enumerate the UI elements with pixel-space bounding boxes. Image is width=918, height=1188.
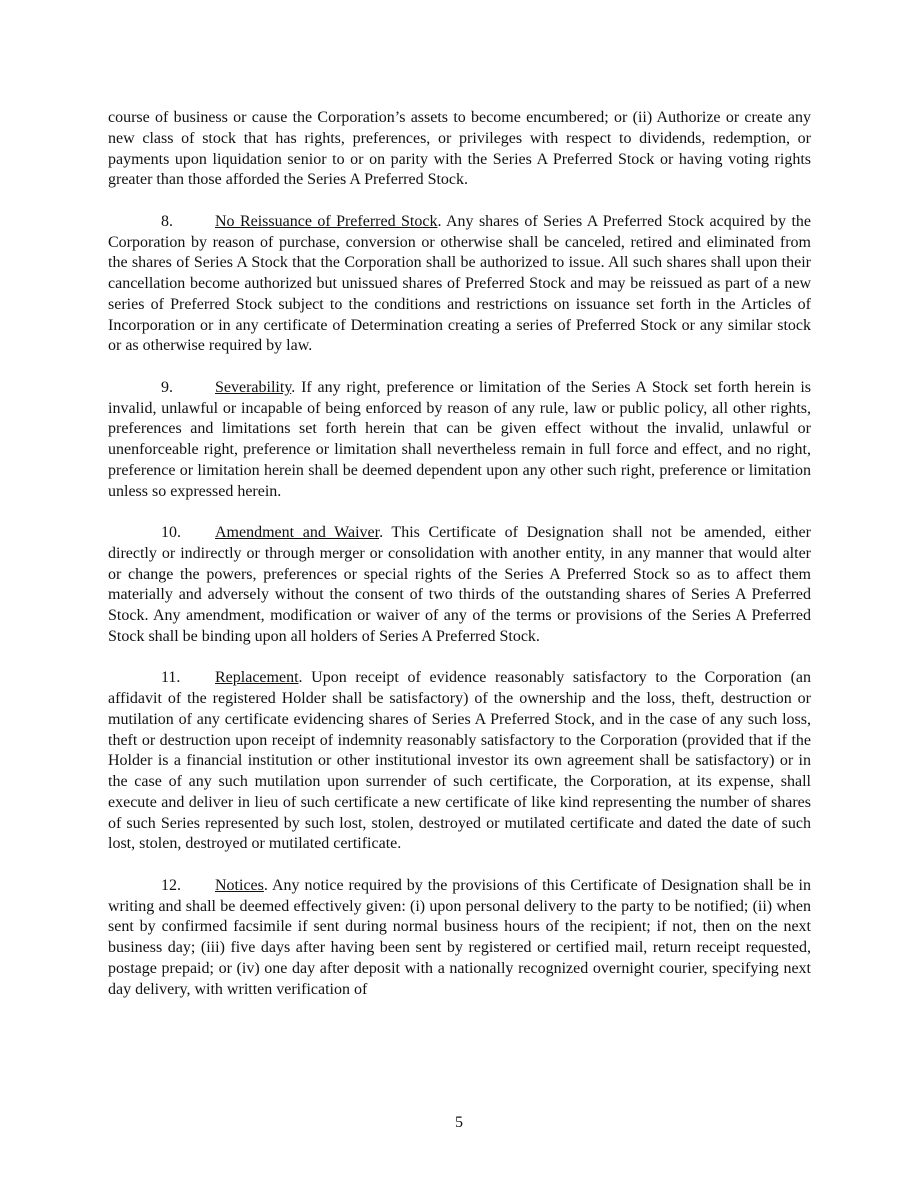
section-9 bbox=[108, 378, 811, 503]
section-body: . Upon receipt of evidence reasonably satisfactory to the Corporation (an affidavit of the registered Holder shall be satisfactory) of the ownership and the loss, theft, destruction or mutilation of any certificate evidencing shares of Series A Preferred Stock, and in the case of any such loss, theft or destruction upon receipt of indemnity reasonably satisfactory to the Corporation (provided that if the Holder is a financial institution or other institutional investor its own agreement shall be satisfactory) or in the case of any such mutilation upon surrender of such certificate, the Corporation, at its expense, shall execute and deliver in lieu of such certificate a new certificate of like kind representing the number of shares of such Series represented by such lost, stolen, destroyed or mutilated certificate and dated the date of such lost, stolen, destroyed or mutilated certificate. bbox=[108, 669, 811, 853]
section-body: . Any shares of Series A Preferred Stock acquired by the Corporation by reason of purchase, conversion or otherwise shall be canceled, retired and eliminated from the shares of Series A Stock that the Corporation shall be authorized to issue. All such shares shall upon their cancellation become authorized but unissued shares of Preferred Stock and may be reissued as part of a new series of Preferred Stock subject to the conditions and restrictions on issuance set forth in the Articles of Incorporation or in any certificate of Determination creating a series of Preferred Stock or any similar stock or as otherwise required by law. bbox=[108, 212, 811, 355]
section-heading: Replacement bbox=[215, 669, 299, 687]
section-8 bbox=[108, 212, 811, 357]
section-heading: Severability bbox=[215, 378, 292, 396]
section-10 bbox=[108, 523, 811, 648]
page-number: 5 bbox=[455, 1114, 463, 1131]
section-number: 10. bbox=[161, 524, 181, 541]
section-body: . If any right, preference or limitation of the Series A Stock set forth herein is invalid, unlawful or incapable of being enforced by reason of any rule, law or public policy, all other rights, preferences and limitations set forth herein that can be given effect without the invalid, unlawful or unenforceable right, preference or limitation shall nevertheless remain in full force and effect, and no right, preference or limitation herein shall be deemed dependent upon any other such right, preference or limitation unless so expressed herein. bbox=[108, 378, 811, 500]
section-number: 12. bbox=[161, 876, 181, 894]
section-heading: Notices bbox=[215, 876, 264, 894]
section-12 bbox=[108, 876, 811, 1001]
section-body: . Any notice required by the provisions of this Certificate of Designation shall be in writing and shall be deemed effectively given: (i) upon personal delivery to the party to be notified; (ii) when sent by confirmed facsimile if sent during normal business hours of the recipient; if not, then on the next business day; (iii) five days after having been sent by registered or certified mail, return receipt requested, postage prepaid; or (iv) one day after deposit with a nationally recognized overnight courier, specifying next day delivery, with written verification of bbox=[108, 876, 811, 998]
document-page bbox=[108, 108, 811, 1021]
section-11 bbox=[108, 668, 811, 855]
section-number: 11. bbox=[161, 669, 181, 687]
section-body: . This Certificate of Designation shall not be amended, either directly or indirectly or through merger or consolidation with another entity, in any manner that would alter or change the powers, preferences or special rights of the Series A Preferred Stock so as to affect them materially and adversely without the consent of two thirds of the outstanding shares of Series A Preferred Stock. Any amendment, modification or waiver of any of the terms or provisions of the Series A Preferred Stock shall be binding upon all holders of Series A Preferred Stock. bbox=[108, 524, 811, 645]
section-number: 8. bbox=[161, 212, 173, 230]
continuation-paragraph: course of business or cause the Corporation’s assets to become encumbered; or (ii) Authorize or create any new class of stock that has rights, preferences, or privileges with respect to dividends, redemption, or payments upon liquidation senior to or on parity with the Series A Preferred Stock or having voting rights greater than those afforded the Series A Preferred Stock. bbox=[108, 109, 811, 189]
section-number: 9. bbox=[161, 378, 173, 396]
section-heading: No Reissuance of Preferred Stock bbox=[215, 212, 438, 230]
section-heading: Amendment and Waiver bbox=[215, 524, 380, 541]
